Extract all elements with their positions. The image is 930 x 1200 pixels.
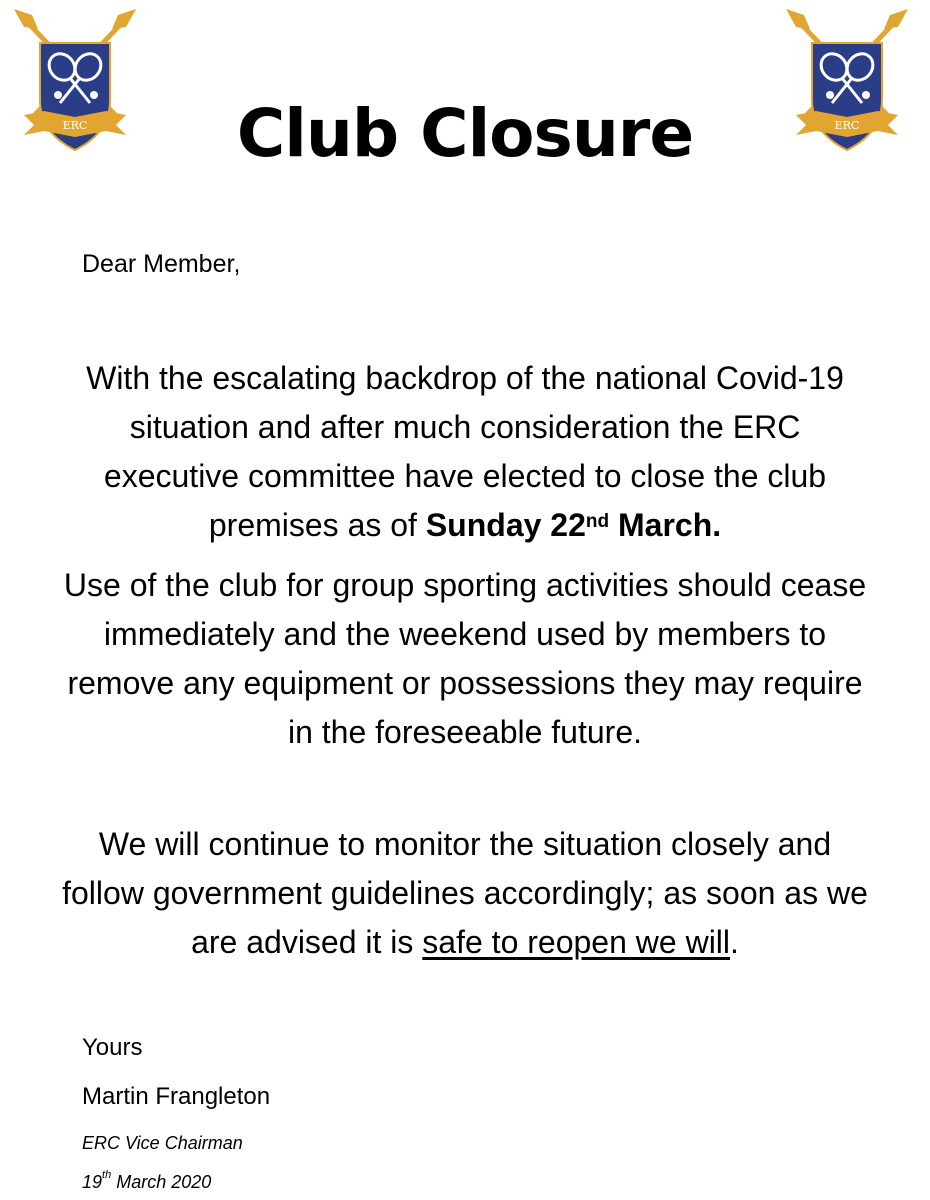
salutation: Dear Member,: [82, 250, 241, 278]
closure-date-day: Sunday 22: [425, 507, 586, 543]
crest-ribbon-text: ERC: [834, 119, 860, 132]
closure-date-suffix: nd: [585, 511, 610, 532]
reopen-statement: safe to reopen we will: [422, 924, 731, 960]
letter-date: [82, 1169, 212, 1193]
letter-date-day: 19: [82, 1172, 103, 1192]
crest-ribbon-text: ERC: [62, 119, 88, 132]
paragraph-closure-text: With the escalating backdrop of the national Covid-19 situation and after much consideration the ERC executive committee have elected to close the club premises as of: [86, 360, 844, 543]
paragraph-usage-notice: Use of the club for group sporting activities should cease immediately and the weekend used by members to remove any equipment or possessions they may require in the foreseeable future.: [63, 567, 867, 750]
paragraph-closure-notice: [60, 354, 870, 550]
signatory-role: ERC Vice Chairman: [82, 1133, 243, 1153]
paragraph-monitoring-notice: [60, 820, 870, 967]
closure-date-month: March.: [609, 507, 722, 543]
paragraph-monitoring-end: .: [730, 924, 739, 960]
letter-date-suffix: th: [102, 1169, 112, 1181]
page-title: Club Closure: [236, 95, 694, 172]
paragraph-monitoring-text: We will continue to monitor the situation closely and follow government guidelines accordingly; as soon as we are advised it is: [62, 826, 868, 960]
letter-date-rest: March 2020: [111, 1172, 212, 1192]
signatory-name: Martin Frangleton: [82, 1083, 271, 1110]
signoff-closing: Yours: [82, 1034, 143, 1061]
